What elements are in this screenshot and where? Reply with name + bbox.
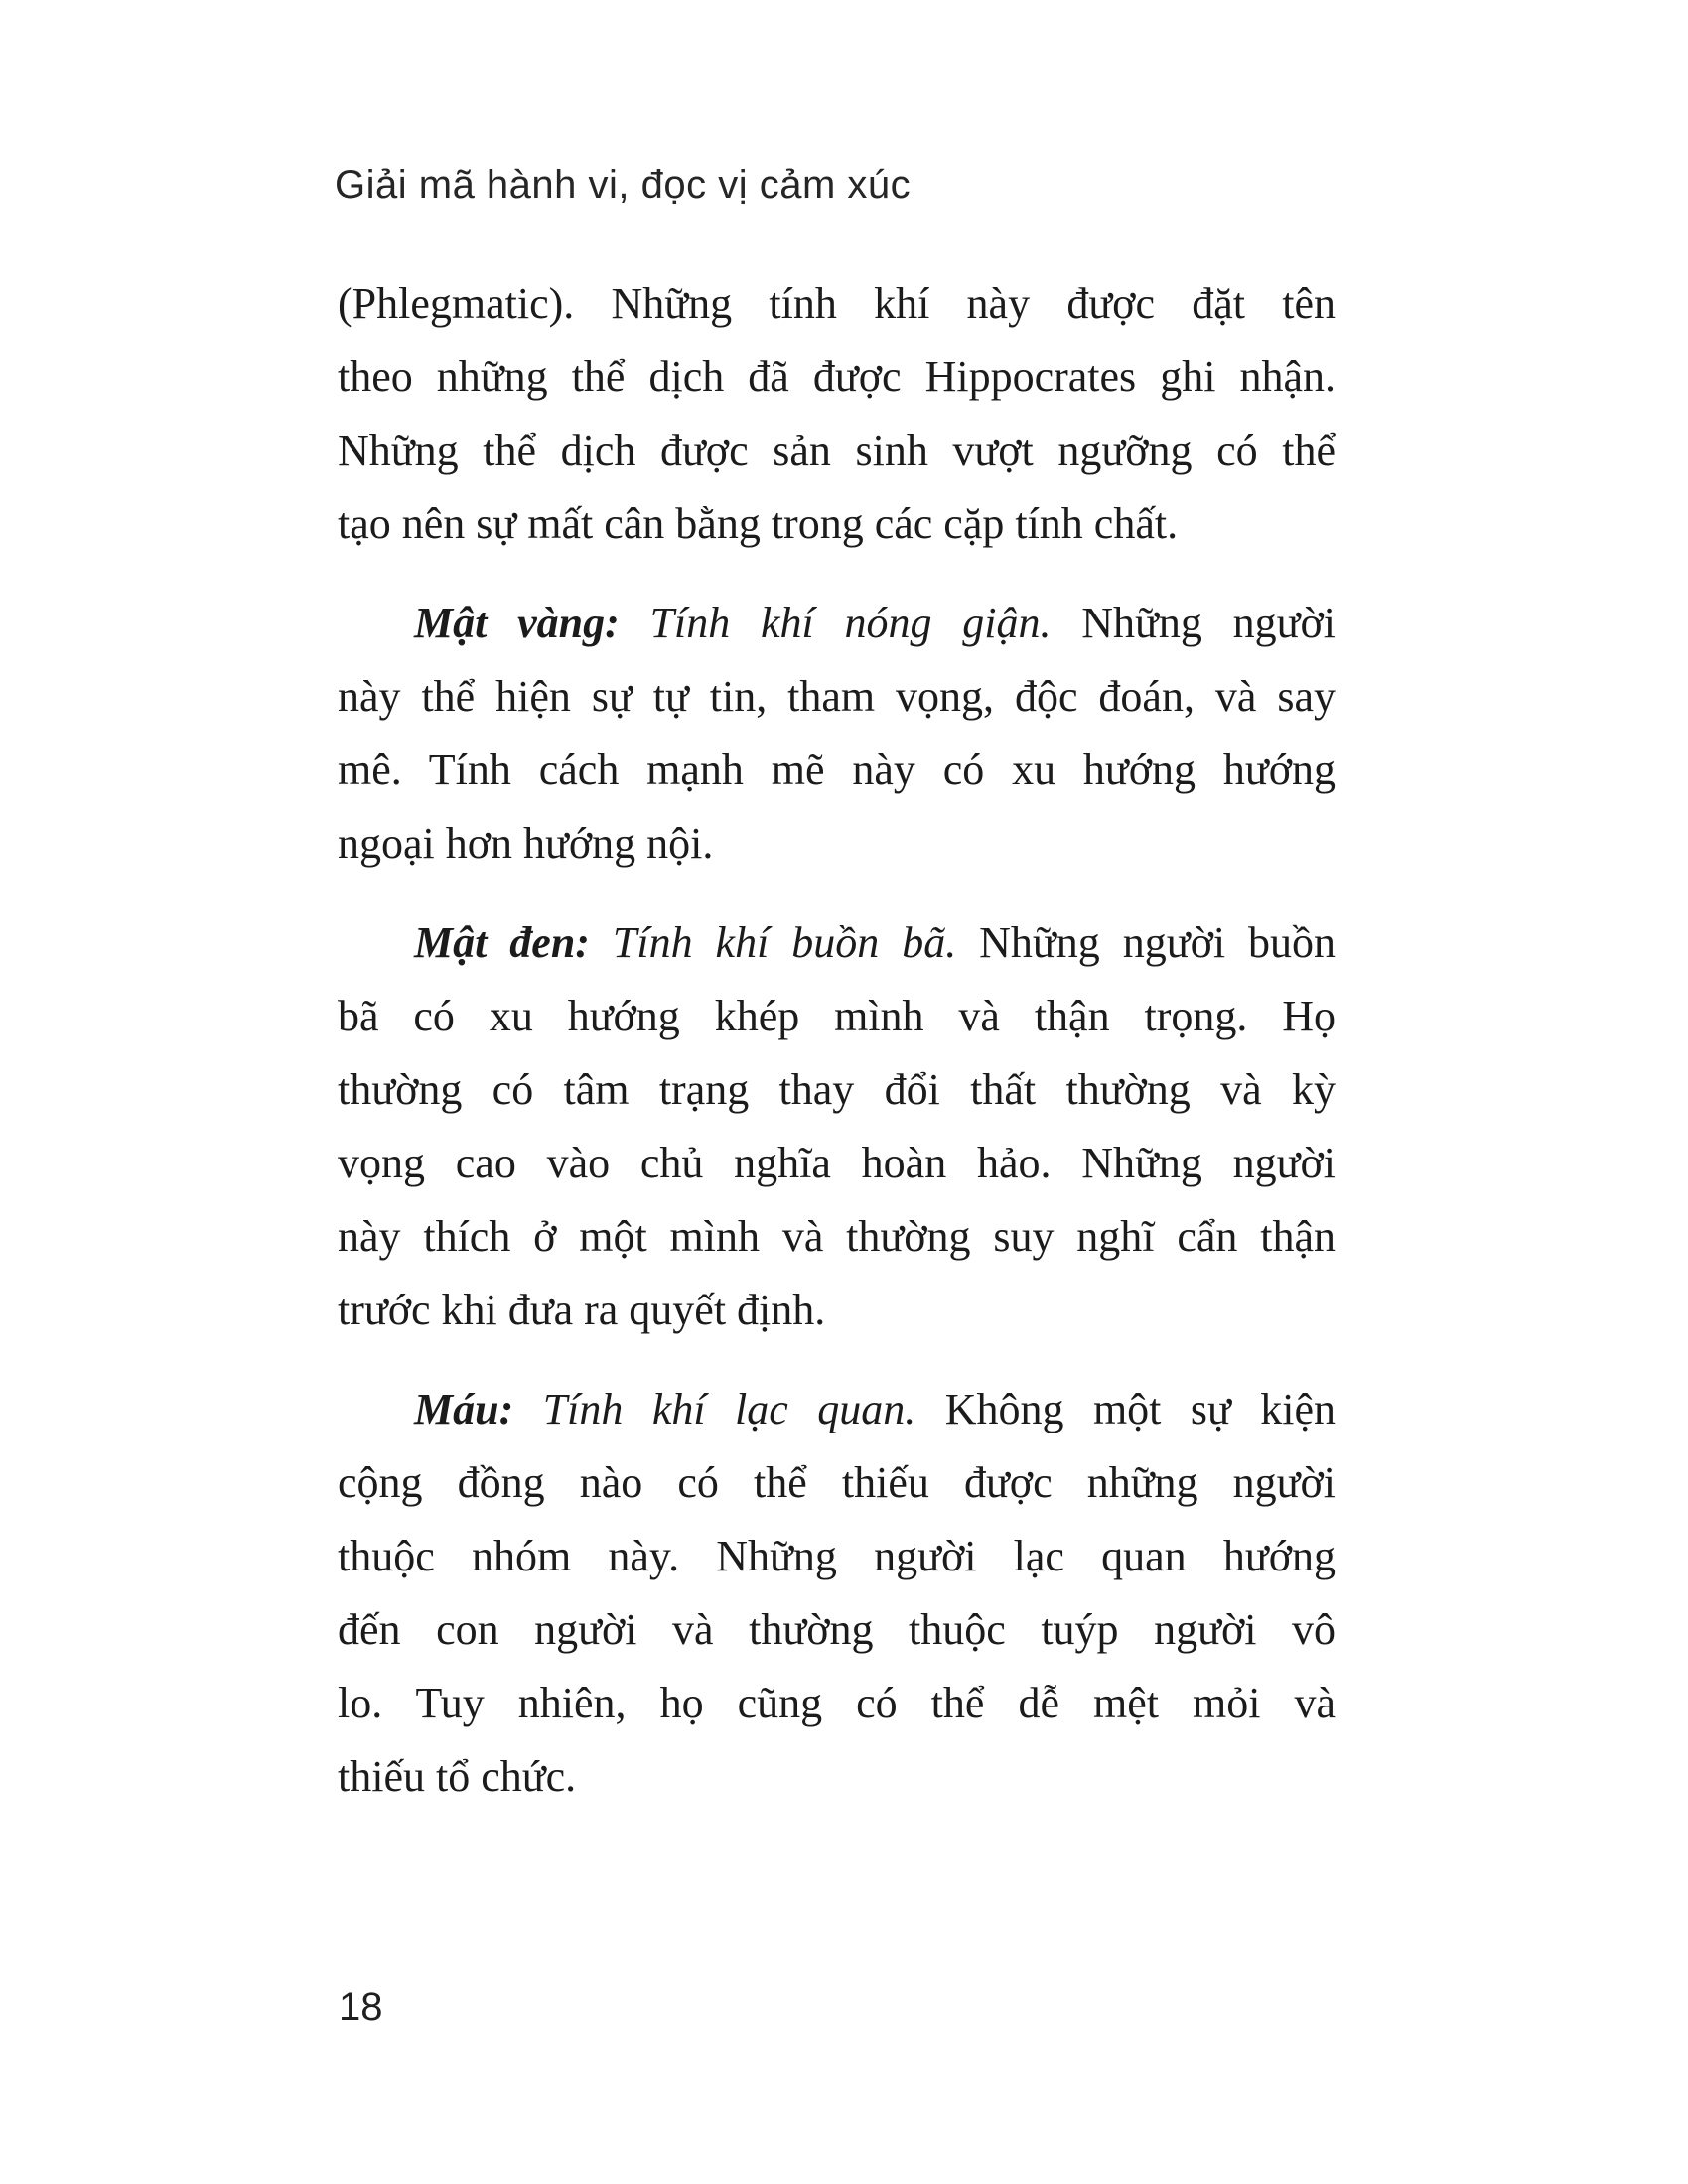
text-segment: ngoại hơn hướng nội.	[338, 819, 714, 868]
text-line	[338, 1373, 1336, 1446]
running-header: Giải mã hành vi, đọc vị cảm xúc	[335, 163, 912, 206]
paragraph	[338, 906, 1336, 1347]
page-number: 18	[339, 1985, 383, 2029]
text-segment: mê. Tính cách mạnh mẽ này có xu hướng hướng	[338, 746, 1336, 794]
text-line	[338, 980, 1336, 1053]
text-segment: Mật vàng:	[414, 599, 620, 647]
text-block	[338, 267, 1336, 1814]
paragraph	[338, 587, 1336, 881]
text-segment: Tính khí buồn bã.	[612, 918, 957, 967]
text-segment	[513, 1385, 542, 1433]
text-segment: Những người buồn	[956, 918, 1336, 967]
text-segment: Máu:	[414, 1385, 514, 1433]
paragraph	[338, 267, 1336, 561]
text-line	[338, 587, 1336, 660]
text-segment: (Phlegmatic). Những tính khí này được đặt tên	[338, 279, 1336, 328]
text-line	[338, 414, 1336, 487]
text-line	[338, 341, 1336, 414]
text-segment	[590, 918, 613, 967]
text-segment: Tính khí nóng giận.	[649, 599, 1052, 647]
text-segment: thiếu tổ chức.	[338, 1752, 577, 1801]
text-line	[338, 267, 1336, 341]
text-line	[338, 1053, 1336, 1127]
text-segment: Mật đen:	[414, 918, 590, 967]
text-segment: trước khi đưa ra quyết định.	[338, 1286, 826, 1334]
text-segment: Không một sự kiện	[915, 1385, 1336, 1433]
text-segment: thuộc nhóm này. Những người lạc quan hướng	[338, 1532, 1336, 1580]
text-line	[338, 1446, 1336, 1520]
text-segment: này thích ở một mình và thường suy nghĩ cẩn thận	[338, 1212, 1336, 1261]
text-segment: lo. Tuy nhiên, họ cũng có thể dễ mệt mỏi và	[338, 1679, 1336, 1727]
text-line	[338, 1667, 1336, 1740]
text-line	[338, 734, 1336, 807]
text-segment: Tính khí lạc quan.	[542, 1385, 916, 1433]
text-segment	[620, 599, 650, 647]
text-segment: Những người	[1051, 599, 1336, 647]
text-line	[338, 1127, 1336, 1200]
text-line	[338, 1593, 1336, 1667]
text-segment: thường có tâm trạng thay đổi thất thường và kỳ	[338, 1065, 1336, 1114]
text-line	[338, 1520, 1336, 1593]
text-line	[338, 660, 1336, 734]
text-segment: theo những thể dịch đã được Hippocrates ghi nhận.	[338, 352, 1336, 401]
text-segment: này thể hiện sự tự tin, tham vọng, độc đoán, và say	[338, 672, 1336, 721]
text-segment: vọng cao vào chủ nghĩa hoàn hảo. Những người	[338, 1139, 1336, 1187]
text-segment: Những thể dịch được sản sinh vượt ngưỡng có thể	[338, 426, 1336, 475]
text-line	[338, 1200, 1336, 1274]
text-line	[338, 906, 1336, 980]
text-line	[338, 1274, 1336, 1347]
text-line	[338, 487, 1336, 561]
paragraph	[338, 1373, 1336, 1814]
text-segment: bã có xu hướng khép mình và thận trọng. Họ	[338, 992, 1336, 1040]
text-line	[338, 1740, 1336, 1814]
text-line	[338, 807, 1336, 881]
text-segment: tạo nên sự mất cân bằng trong các cặp tính chất.	[338, 499, 1179, 548]
text-segment: cộng đồng nào có thể thiếu được những người	[338, 1458, 1336, 1507]
text-segment: đến con người và thường thuộc tuýp người vô	[338, 1605, 1336, 1654]
